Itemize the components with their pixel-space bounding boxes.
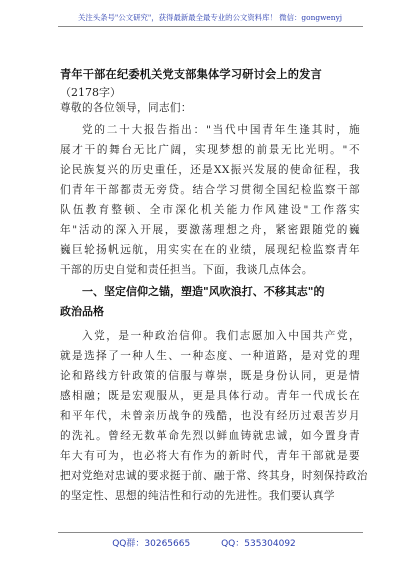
para1-line: 巍巨轮扬帆远航，用实实在在的业绩，展现纪检监察青年 [60,244,360,256]
para2-line: 入党，是一种政治信仰。我们志愿加入中国共产党， [82,330,360,342]
para2-line: 论和路线方针政策的信服与尊崇，既是身份认同，更是情 [60,370,360,382]
para1-line: 年"活动的深入开展，要激荡理想之舟，紧密跟随党的巍 [60,224,360,236]
footer-divider [58,532,363,533]
para2-line: 就是选择了一种人生、一种态度、一种道路，是对党的理 [60,350,360,362]
qq-number: QQ：535304092 [221,539,296,549]
para2-line: 的洗礼。曾经无数革命先烈以鲜血铸就忠诚，如今置身青 [60,430,360,442]
para1-line: 论民族复兴的历史重任，还是XX振兴发展的使命征程，我 [60,164,360,176]
para2-line: 和平年代，未曾亲历战争的残酷，也没有经历过艰苦岁月 [60,410,360,422]
watermark-header: 关注头条号"公文研究"，获得最新最全最专业的公文资料库！ 微信：gongwenyj [77,13,343,22]
qq-group-number: QQ群：30265665 [112,539,191,549]
word-count: （2178字） [60,86,121,99]
para1-line: 队伍教育整顿、全市深化机关能力作风建设"工作落实 [60,204,360,216]
header-divider [58,26,363,27]
para2-line: 把对党绝对忠诚的要求挺于前、融于常、终其身，时刻保持政治 [60,470,368,482]
salutation: 尊敬的各位领导，同志们： [60,102,192,114]
para1-line: 展才干的舞台无比广阔，实现梦想的前景无比光明。"不 [60,144,360,156]
para2-line: 感相融；既是宏观服从，更是具体行动。青年一代成长在 [60,390,360,402]
para2-line: 的坚定性、思想的纯洁性和行动的先进性。我们要认真学 [60,490,335,502]
para2-line: 年大有可为，也必将大有作为的新时代，青年干部就是要 [60,450,360,462]
heading1-line: 一、坚定信仰之锚，塑造"风吹浪打、不移其志"的 [82,285,325,298]
para1-line: 干部的历史自觉和责任担当。下面，我谈几点体会。 [60,264,313,276]
heading1-line: 政治品格 [60,305,104,318]
footer-contact [0,536,408,549]
document-title: 青年干部在纪委机关党支部集体学习研讨会上的发言 [60,68,322,81]
para1-line: 党的二十大报告指出："当代中国青年生逢其时，施 [82,124,360,136]
para1-line: 们青年干部都责无旁贷。结合学习贯彻全国纪检监察干部 [60,184,360,196]
